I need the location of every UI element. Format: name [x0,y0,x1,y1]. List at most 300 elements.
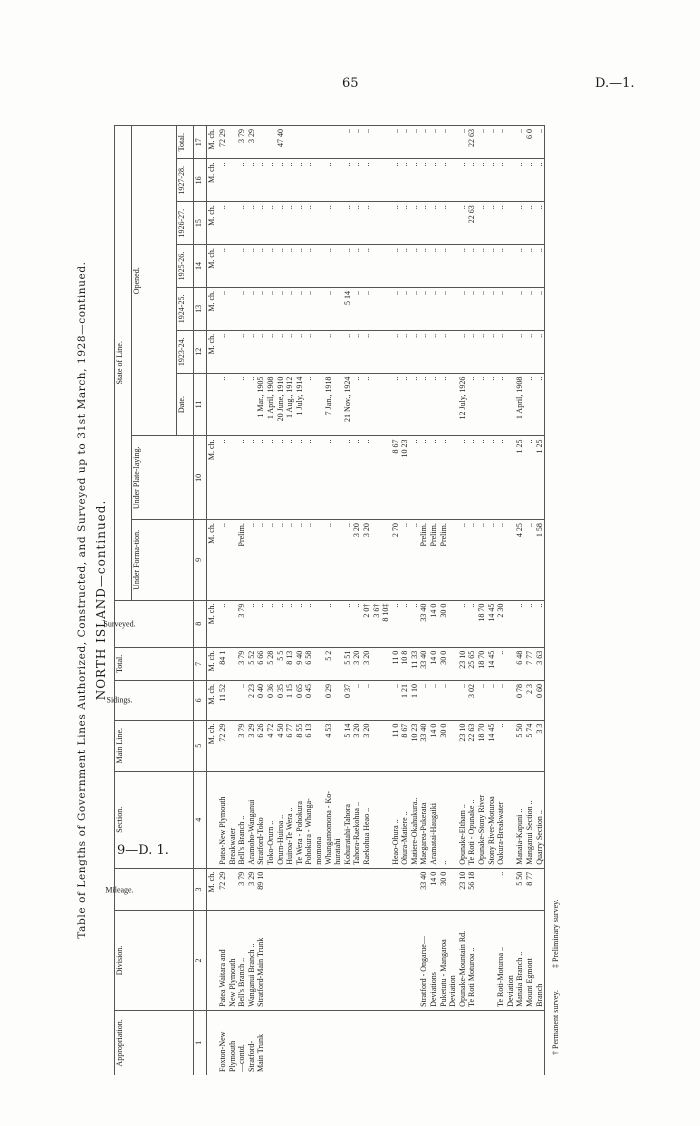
table-cell: .. [256,330,266,373]
table-cell: 8 67 [400,720,410,771]
table-cell: .. [218,436,228,520]
table-cell [381,911,391,1011]
table-cell: .. [256,287,266,330]
table-cell: .. [458,681,468,721]
table-cell: Stony River-Moturoa [487,771,497,868]
table-cell: M. ch. [207,159,219,202]
table-cell [343,868,353,910]
table-cell [333,126,343,159]
table-cell: .. [515,287,525,330]
table-cell: 33 40 [419,720,429,771]
table-cell [228,647,238,680]
table-cell: Manaia Branch .. [515,911,525,1011]
table-cell: .. [458,520,468,601]
table-cell: .. [525,202,535,245]
table-row [218,126,228,1076]
note-permanent: † Permanent survey. [551,989,561,1055]
table-cell: .. [352,126,362,159]
table-cell [372,681,382,721]
table-cell: Manganui Section .. [525,771,535,868]
table-cell: .. [237,373,247,436]
table-cell [333,520,343,601]
table-cell: .. [400,600,410,647]
table-cell: 4 53 [324,720,334,771]
table-cell: .. [266,202,276,245]
table-cell [372,647,382,680]
table-cell: .. [266,600,276,647]
table-cell: Foxton-New [218,1010,228,1075]
table-cell: 17 [194,126,207,159]
table-cell [506,373,516,436]
rotated-table-page [70,125,626,1075]
table-cell: 14 45 [487,647,497,680]
table-cell: .. [496,868,506,910]
table-cell: .. [410,330,420,373]
table-cell: Prelim. [439,520,449,601]
table-cell: Orurn-Huiroa .. [276,771,286,868]
table-cell: 11 33 [410,647,420,680]
table-cell: 3 3 [535,720,545,771]
table-cell: 33 40 [419,868,429,910]
table-cell: 0 37 [343,681,353,721]
table-cell: M. ch. [207,126,219,159]
table-cell: .. [525,520,535,601]
table-cell [506,126,516,159]
table-cell: .. [362,159,372,202]
table-cell: .. [295,330,305,373]
table-cell [228,159,238,202]
table-cell: .. [525,600,535,647]
table-cell: .. [218,600,228,647]
table-cell [333,436,343,520]
table-cell: .. [285,520,295,601]
table-cell [314,600,324,647]
table-cell: .. [324,287,334,330]
table-cell: .. [525,245,535,288]
table-cell: 5 51 [343,647,353,680]
table-cell: .. [362,373,372,436]
table-cell [372,287,382,330]
table-cell: Stratford- [247,1010,257,1075]
table-cell: Mount Egmont [525,911,535,1011]
table-cell: 10 23 [410,720,420,771]
table-cell [362,911,372,1011]
table-cell: .. [304,159,314,202]
table-cell: M. ch. [207,436,219,520]
table-cell: 22 63 [467,126,477,159]
note-preliminary: ‡ Preliminary survey. [551,899,561,968]
table-cell [448,600,458,647]
table-cell: 6 [194,681,207,721]
table-cell: 9 [194,520,207,601]
table-cell [285,911,295,1011]
table-cell [439,1010,449,1075]
table-cell: 0 60 [535,681,545,721]
table-cell: 3 20 [362,647,372,680]
table-cell: .. [477,330,487,373]
table-cell: .. [256,436,266,520]
table-cell [276,911,286,1011]
table-cell: .. [352,436,362,520]
header-total: Total. [115,647,194,680]
table-cell: Te Wera - Pohokura [295,771,305,868]
table-cell [410,911,420,1011]
table-cell: .. [496,287,506,330]
table-cell [381,520,391,601]
header-main-line: Main Line. [115,720,194,771]
table-cell: .. [515,159,525,202]
table-cell: Pohokura - Whanga- [304,771,314,868]
table-cell: .. [467,159,477,202]
table-cell: 0 40 [256,681,266,721]
table-cell: .. [218,373,228,436]
lengths-table [103,125,545,1075]
table-cell [333,330,343,373]
table-cell: 8 77 [525,868,535,910]
table-cell: .. [467,436,477,520]
table-cell: 11 0 [391,720,401,771]
table-cell: .. [343,520,353,601]
table-cell: .. [266,159,276,202]
table-cell: 5 50 [515,720,525,771]
table-cell: 10 23 [400,436,410,520]
table-cell: .. [410,202,420,245]
table-cell: 1 25 [515,436,525,520]
table-cell: .. [419,681,429,721]
table-cell [207,1010,219,1075]
table-cell [372,436,382,520]
table-cell: M. ch. [207,720,219,771]
table-cell: 7 [194,647,207,680]
table-cell [448,681,458,721]
table-cell [372,520,382,601]
table-cell [535,868,545,910]
table-cell: .. [295,287,305,330]
table-cell: 21 Nov., 1924 [343,373,353,436]
table-cell [295,1010,305,1075]
table-cell: .. [477,681,487,721]
table-cell [304,126,314,159]
table-cell: .. [400,159,410,202]
table-cell: .. [487,245,497,288]
table-cell: .. [304,436,314,520]
table-cell [314,868,324,910]
table-cell [333,868,343,910]
table-cell [448,436,458,520]
table-row [506,126,516,1076]
table-cell: .. [458,330,468,373]
table-cell [448,720,458,771]
table-cell [266,868,276,910]
table-cell: 22 63 [467,202,477,245]
table-cell [207,771,219,868]
table-cell: 11 52 [218,681,228,721]
table-cell: .. [256,520,266,601]
table-cell: Opunake-Mountain Rd. [458,911,468,1011]
table-cell [372,373,382,436]
table-cell [352,911,362,1011]
table-cell [391,1010,401,1075]
table-cell [487,1010,497,1075]
table-cell [381,245,391,288]
table-cell: M. ch. [207,287,219,330]
table-cell [381,436,391,520]
header-state-of-line: State of Line. [115,126,132,601]
table-cell: 6 26 [256,720,266,771]
table-row [515,126,525,1076]
table-cell: .. [477,245,487,288]
table-cell: .. [304,287,314,330]
table-cell: 8 [194,600,207,647]
table-cell: .. [237,436,247,520]
table-cell: Te Roti Moturoa .. [467,911,477,1011]
table-cell: .. [496,245,506,288]
table-cell: 3 79 [237,720,247,771]
table-cell: .. [467,520,477,601]
table-cell: 8 67 [391,436,401,520]
table-cell: .. [515,126,525,159]
table-cell: .. [439,202,449,245]
table-row [343,126,353,1076]
table-cell [372,245,382,288]
table-cell: .. [266,245,276,288]
table-cell [333,1010,343,1075]
table-cell: .. [419,436,429,520]
table-cell: 72 29 [218,720,228,771]
table-cell: .. [439,159,449,202]
table-cell [228,868,238,910]
table-cell: .. [458,159,468,202]
table-cell: .. [429,202,439,245]
table-cell: .. [496,373,506,436]
header-1924-25: 1924-25. [177,287,194,330]
table-cell: Te Roti-Moturoa .. [496,911,506,1011]
table-cell: 18 70 [477,720,487,771]
table-cell: 30 0 [439,720,449,771]
table-cell: .. [439,245,449,288]
table-cell: .. [496,159,506,202]
table-cell: 1 April, 1908 [266,373,276,436]
table-cell: .. [419,330,429,373]
table-cell: .. [419,159,429,202]
table-cell: .. [295,159,305,202]
table-cell [448,159,458,202]
table-cell [314,159,324,202]
table-cell [314,287,324,330]
table-cell [266,126,276,159]
table-cell [207,911,219,1011]
table-cell: 14 0 [429,647,439,680]
table-cell [314,1010,324,1075]
table-cell: .. [410,520,420,601]
table-cell: huratahi [333,771,343,868]
table-cell: Stratford-Toko [256,771,266,868]
table-row [381,126,391,1076]
table-cell: Bell's Branch .. [237,771,247,868]
table-cell [506,330,516,373]
table-cell: .. [487,159,497,202]
table-cell [381,202,391,245]
table-cell: 23 10 [458,868,468,910]
table-cell: .. [429,159,439,202]
table-cell: .. [535,126,545,159]
table-cell [429,1010,439,1075]
table-cell: Stratford-Main Trunk [256,911,266,1011]
table-cell: .. [266,330,276,373]
table-cell [372,202,382,245]
table-cell: 6 48 [515,647,525,680]
table-cell: .. [525,330,535,373]
table-cell [228,520,238,601]
table-cell [228,245,238,288]
table-cell: 14 0 [429,600,439,647]
table-cell: .. [247,600,257,647]
header-under-formation: Under Forma-tion. [132,520,194,601]
footer-code: 9—D. 1. [117,843,169,858]
header-division: Division. [115,911,194,1011]
table-row [285,126,295,1076]
table-cell: 1 April, 1908 [515,373,525,436]
table-cell: .. [295,202,305,245]
table-cell: .. [535,202,545,245]
table-cell: 3 79 [237,868,247,910]
table-cell: .. [276,202,286,245]
table-cell: .. [276,287,286,330]
table-row [295,126,305,1076]
table-cell: .. [218,330,228,373]
table-cell: 22 63 [467,720,477,771]
table-cell: Raekohua Heao .. [362,771,372,868]
table-title: Table of Lengths of Government Lines Authorized, Constructed, and Surveyed up to 31st March, 1928—continued. [76,261,88,939]
table-cell: Opunake-Stony River [477,771,487,868]
table-cell [362,868,372,910]
table-cell: 20 June, 1910 [276,373,286,436]
table-cell: .. [410,287,420,330]
table-cell: .. [237,245,247,288]
table-cell: .. [247,330,257,373]
table-cell: 89 10 [256,868,266,910]
table-cell: 3 6† [372,600,382,647]
table-cell: 8 55 [295,720,305,771]
table-cell [228,126,238,159]
table-cell: .. [343,159,353,202]
table-cell: .. [304,202,314,245]
table-cell: .. [487,373,497,436]
table-cell: .. [391,373,401,436]
table-cell: Patea Waitara and [218,911,228,1011]
table-cell: 1 [194,1010,207,1075]
table-cell: .. [467,287,477,330]
table-cell: .. [362,436,372,520]
table-cell: .. [439,771,449,868]
table-cell [506,245,516,288]
table-cell [477,911,487,1011]
table-cell [506,159,516,202]
table-cell [381,373,391,436]
table-cell: 3 79 [237,600,247,647]
table-cell [448,373,458,436]
table-cell: .. [391,159,401,202]
table-cell: .. [276,600,286,647]
table-cell: 2 70 [391,520,401,601]
table-cell: .. [535,330,545,373]
header-sidings: Sidings. [115,681,194,721]
table-cell: .. [352,330,362,373]
table-cell: .. [410,600,420,647]
table-cell [381,647,391,680]
table-cell: 2 3 [525,681,535,721]
table-cell: Prelim. [237,520,247,601]
table-body [194,126,545,1076]
table-cell: .. [535,600,545,647]
table-cell: Aramoho-Wanganui [247,771,257,868]
table-cell [515,1010,525,1075]
table-cell: .. [324,330,334,373]
table-cell: .. [487,287,497,330]
table-cell [295,868,305,910]
table-cell: 11 0 [391,647,401,680]
table-cell [333,245,343,288]
table-cell: .. [458,245,468,288]
table-cell: 1 July, 1914 [295,373,305,436]
table-cell: 5 28 [266,647,276,680]
table-cell: Breakwater [228,771,238,868]
table-cell: .. [477,287,487,330]
table-cell [381,681,391,721]
table-cell: .. [400,330,410,373]
table-cell [372,126,382,159]
header-1927-28: 1927-28. [177,159,194,202]
table-cell: Opunake-Eltham .. [458,771,468,868]
table-cell [372,868,382,910]
table-cell: .. [362,681,372,721]
table-cell [314,436,324,520]
table-cell: 0 78 [515,681,525,721]
table-cell: .. [458,287,468,330]
table-cell: 23 10 [458,720,468,771]
table-cell: .. [535,159,545,202]
table-cell [372,720,382,771]
table-cell [228,202,238,245]
table-cell [381,868,391,910]
table-cell: 1 10 [410,681,420,721]
table-cell: 3 79 [237,647,247,680]
table-cell: .. [429,373,439,436]
table-cell [228,681,238,721]
table-row [247,126,257,1076]
table-cell [506,520,516,601]
table-cell [343,911,353,1011]
table-cell: .. [467,330,477,373]
table-cell [372,159,382,202]
table-cell: .. [218,520,228,601]
table-cell: Whangamomona - Ko- [324,771,334,868]
table-cell: .. [352,202,362,245]
table-cell: .. [487,330,497,373]
table-cell: .. [352,373,362,436]
table-cell: 4 72 [266,720,276,771]
table-cell: 5 14 [343,287,353,330]
table-cell: 30 0 [439,647,449,680]
table-cell: .. [304,330,314,373]
table-cell [372,330,382,373]
table-cell: .. [247,245,257,288]
table-cell: .. [256,600,266,647]
table-cell [448,287,458,330]
table-cell: .. [439,436,449,520]
table-cell: Stratford - Ongarue— [419,911,429,1011]
table-cell: .. [410,373,420,436]
